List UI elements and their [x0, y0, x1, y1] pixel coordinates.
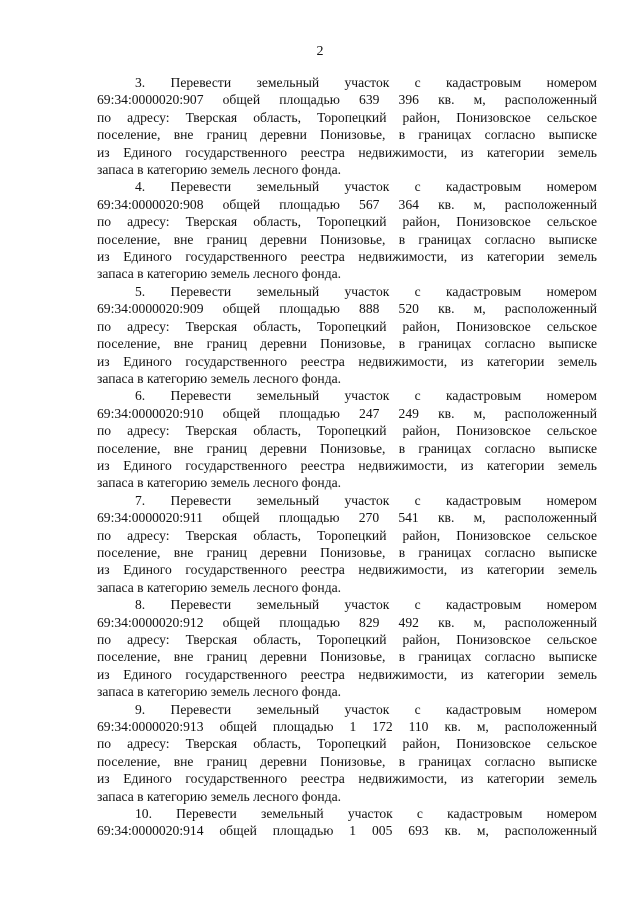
clause-line: по адресу: Тверская область, Торопецкий район, Понизовское сельское [97, 109, 597, 125]
clause-line: из Единого государственного реестра недвижимости, из категории земель [97, 249, 597, 265]
clause-line: запаса в категорию земель лесного фонда. [97, 788, 342, 804]
clause-line: из Единого государственного реестра недвижимости, из категории земель [97, 144, 597, 160]
clause-line: 10. Перевести земельный участок с кадастровым номером [135, 806, 597, 822]
clause-line: запаса в категорию земель лесного фонда. [97, 475, 342, 491]
clause-line: 69:34:0000020:912 общей площадью 829 492 кв. м, расположенный [97, 614, 597, 630]
clause-line: 69:34:0000020:913 общей площадью 1 172 110 кв. м, расположенный [97, 719, 597, 735]
clause-line: по адресу: Тверская область, Торопецкий район, Понизовское сельское [97, 527, 597, 543]
clause-line: запаса в категорию земель лесного фонда. [97, 162, 342, 178]
clause-line: 69:34:0000020:909 общей площадью 888 520 кв. м, расположенный [97, 301, 597, 317]
clause-line: из Единого государственного реестра недвижимости, из категории земель [97, 562, 597, 578]
clause-line: запаса в категорию земель лесного фонда. [97, 579, 342, 595]
clause-line: по адресу: Тверская область, Торопецкий район, Понизовское сельское [97, 423, 597, 439]
clause-line: 8. Перевести земельный участок с кадастровым номером [135, 597, 597, 613]
clause-line: 69:34:0000020:908 общей площадью 567 364 кв. м, расположенный [97, 196, 597, 212]
clause-line: по адресу: Тверская область, Торопецкий район, Понизовское сельское [97, 214, 597, 230]
clause-line: 6. Перевести земельный участок с кадастровым номером [135, 388, 597, 404]
clause-line: поселение, вне границ деревни Понизовье, в границах согласно выписке [97, 336, 597, 352]
clause-line: по адресу: Тверская область, Торопецкий район, Понизовское сельское [97, 632, 597, 647]
clause-3 [97, 74, 597, 178]
clause-line: 7. Перевести земельный участок с кадастровым номером [135, 492, 597, 508]
clause-line: из Единого государственного реестра недвижимости, из категории земель [97, 457, 597, 473]
clause-10 [97, 805, 597, 840]
clause-5 [97, 283, 597, 387]
clause-line: поселение, вне границ деревни Понизовье, в границах согласно выписке [97, 127, 597, 143]
clause-7 [97, 492, 597, 596]
clause-line: 69:34:0000020:910 общей площадью 247 249 кв. м, расположенный [97, 405, 597, 421]
clause-8 [97, 596, 597, 700]
clause-line: 5. Перевести земельный участок с кадастровым номером [135, 283, 597, 299]
clause-line: 4. Перевести земельный участок с кадастровым номером [135, 179, 597, 195]
clause-line: запаса в категорию земель лесного фонда. [97, 370, 342, 386]
clause-6 [97, 387, 597, 491]
clause-line: 69:34:0000020:914 общей площадью 1 005 693 кв. м, расположенный [97, 823, 597, 839]
clause-line: из Единого государственного реестра недвижимости, из категории земель [97, 353, 597, 369]
clause-line: запаса в категорию земель лесного фонда. [97, 684, 342, 700]
clause-line: из Единого государственного реестра недвижимости, из категории земель [97, 666, 597, 682]
clause-line: 69:34:0000020:907 общей площадью 639 396 кв. м, расположенный [97, 92, 597, 108]
clause-line: 69:34:0000020:911 общей площадью 270 541 кв. м, расположенный [97, 510, 597, 526]
clause-4 [97, 178, 597, 282]
clause-line: запаса в категорию земель лесного фонда. [97, 266, 342, 282]
clause-line: по адресу: Тверская область, Торопецкий район, Понизовское сельское [97, 318, 597, 334]
clause-line: поселение, вне границ деревни Понизовье, в границах согласно выписке [97, 544, 597, 560]
clause-line: 3. Перевести земельный участок с кадастровым номером [135, 75, 597, 90]
clause-line: по адресу: Тверская область, Торопецкий район, Понизовское сельское [97, 736, 597, 752]
page-number: 2 [316, 44, 324, 59]
clause-line: поселение, вне границ деревни Понизовье, в границах согласно выписке [97, 649, 597, 665]
clause-9 [97, 701, 597, 805]
clause-line: поселение, вне границ деревни Понизовье, в границах согласно выписке [97, 231, 597, 247]
clause-line: поселение, вне границ деревни Понизовье, в границах согласно выписке [97, 753, 597, 769]
document-body [97, 74, 597, 840]
clause-line: поселение, вне границ деревни Понизовье, в границах согласно выписке [97, 440, 597, 456]
clause-line: 9. Перевести земельный участок с кадастровым номером [135, 701, 597, 717]
clause-line: из Единого государственного реестра недвижимости, из категории земель [97, 771, 597, 787]
